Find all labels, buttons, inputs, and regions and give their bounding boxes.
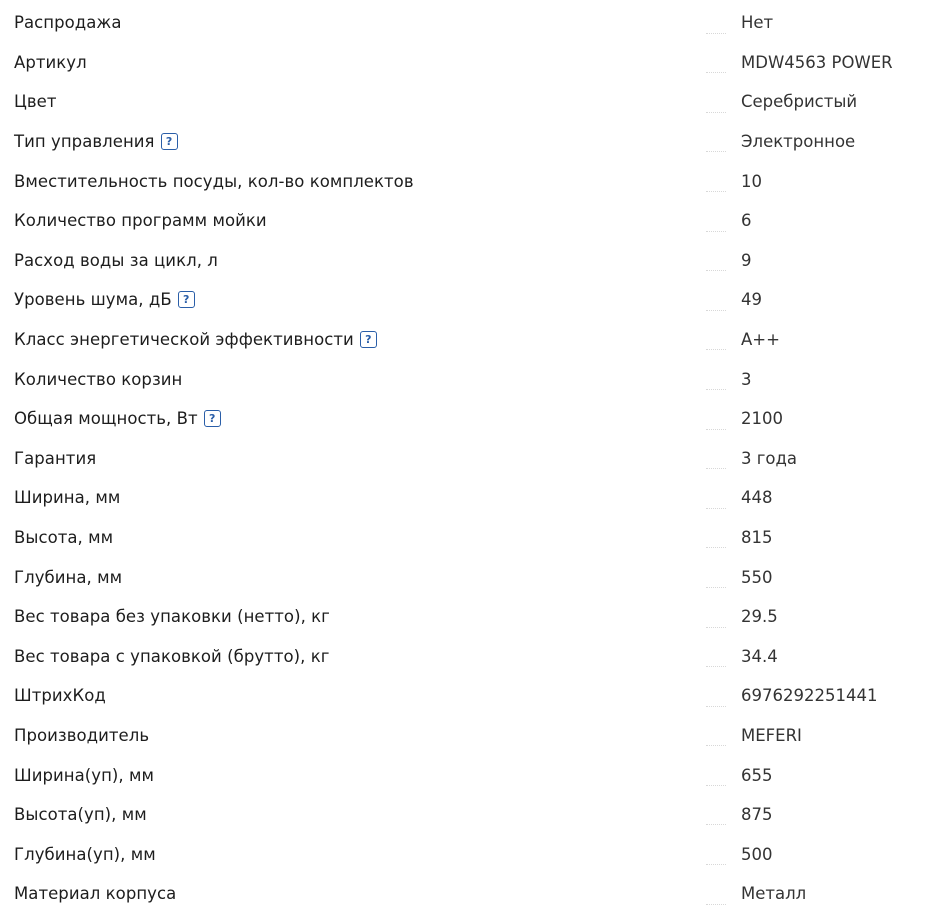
- spec-value: Серебристый: [741, 92, 858, 112]
- spec-name: Гарантия: [14, 448, 97, 468]
- spec-name: Класс энергетической эффективности ?: [14, 320, 377, 360]
- spec-row: [0, 201, 925, 241]
- dotted-leader: [706, 112, 726, 113]
- spec-name: Вместительность посуды, кол-во комплектов: [14, 171, 414, 191]
- spec-row: [0, 280, 925, 320]
- help-hint-icon[interactable]: ?: [360, 331, 377, 348]
- spec-value: 10: [741, 171, 762, 191]
- dotted-leader: [706, 349, 726, 350]
- spec-row: [0, 359, 925, 399]
- spec-name: Расход воды за цикл, л: [14, 250, 218, 270]
- spec-row: [0, 43, 925, 83]
- spec-value: 49: [741, 290, 762, 310]
- spec-value: 6976292251441: [741, 686, 878, 706]
- spec-row: [0, 755, 925, 795]
- dotted-leader: [706, 627, 726, 628]
- spec-value: 448: [741, 488, 773, 508]
- help-hint-icon[interactable]: ?: [161, 133, 178, 150]
- dotted-leader: [706, 310, 726, 311]
- dotted-leader: [706, 429, 726, 430]
- spec-value: 655: [741, 765, 773, 785]
- spec-value: 34.4: [741, 646, 778, 666]
- spec-name: Распродажа: [14, 13, 122, 33]
- spec-name: ШтрихКод: [14, 686, 106, 706]
- spec-name: Материал корпуса: [14, 884, 177, 904]
- dotted-leader: [706, 745, 726, 746]
- spec-name: Количество корзин: [14, 369, 183, 389]
- spec-value: 29.5: [741, 607, 778, 627]
- dotted-leader: [706, 666, 726, 667]
- spec-value: A++: [741, 330, 780, 350]
- spec-row: [0, 241, 925, 281]
- spec-value: MEFERI: [741, 725, 802, 745]
- spec-row: [0, 439, 925, 479]
- spec-value: Нет: [741, 13, 774, 33]
- dotted-leader: [706, 270, 726, 271]
- spec-row: [0, 161, 925, 201]
- spec-name: Высота(уп), мм: [14, 805, 147, 825]
- spec-value: 3 года: [741, 448, 798, 468]
- spec-row: [0, 874, 925, 914]
- spec-row: [0, 557, 925, 597]
- spec-name: Вес товара без упаковки (нетто), кг: [14, 607, 330, 627]
- dotted-leader: [706, 231, 726, 232]
- spec-name: Общая мощность, Вт ?: [14, 399, 221, 439]
- spec-row: [0, 518, 925, 558]
- spec-name: Высота, мм: [14, 528, 114, 548]
- dotted-leader: [706, 389, 726, 390]
- dotted-leader: [706, 587, 726, 588]
- dotted-leader: [706, 706, 726, 707]
- help-hint-icon[interactable]: ?: [204, 410, 221, 427]
- spec-name: Глубина(уп), мм: [14, 844, 156, 864]
- spec-name: Цвет: [14, 92, 57, 112]
- spec-row: [0, 716, 925, 756]
- spec-row: [0, 82, 925, 122]
- dotted-leader: [706, 824, 726, 825]
- dotted-leader: [706, 904, 726, 905]
- dotted-leader: [706, 547, 726, 548]
- spec-name: Ширина(уп), мм: [14, 765, 154, 785]
- spec-row: [0, 834, 925, 874]
- spec-row: [0, 399, 925, 439]
- spec-name: Ширина, мм: [14, 488, 121, 508]
- spec-row: [0, 637, 925, 677]
- spec-value: Электронное: [741, 132, 856, 152]
- spec-row: [0, 320, 925, 360]
- spec-row: [0, 478, 925, 518]
- spec-name: Количество программ мойки: [14, 211, 267, 231]
- spec-name: Глубина, мм: [14, 567, 123, 587]
- spec-row: [0, 597, 925, 637]
- dotted-leader: [706, 72, 726, 73]
- spec-value: 3: [741, 369, 752, 389]
- spec-value: 6: [741, 211, 752, 231]
- spec-value: 550: [741, 567, 773, 587]
- spec-row: [0, 122, 925, 162]
- dotted-leader: [706, 468, 726, 469]
- dotted-leader: [706, 151, 726, 152]
- spec-value: 500: [741, 844, 773, 864]
- dotted-leader: [706, 508, 726, 509]
- dotted-leader: [706, 785, 726, 786]
- dotted-leader: [706, 191, 726, 192]
- spec-name: Уровень шума, дБ ?: [14, 280, 195, 320]
- spec-value: 875: [741, 805, 773, 825]
- spec-name: Вес товара с упаковкой (брутто), кг: [14, 646, 330, 666]
- spec-value: 9: [741, 250, 752, 270]
- spec-value: 815: [741, 528, 773, 548]
- dotted-leader: [706, 33, 726, 34]
- spec-row: [0, 676, 925, 716]
- help-hint-icon[interactable]: ?: [178, 291, 195, 308]
- dotted-leader: [706, 864, 726, 865]
- spec-row: [0, 3, 925, 43]
- spec-value: 2100: [741, 409, 783, 429]
- spec-value: MDW4563 POWER: [741, 52, 893, 72]
- spec-name: Тип управления ?: [14, 122, 178, 162]
- spec-name: Артикул: [14, 52, 87, 72]
- spec-value: Металл: [741, 884, 807, 904]
- spec-row: [0, 795, 925, 835]
- spec-name: Производитель: [14, 725, 150, 745]
